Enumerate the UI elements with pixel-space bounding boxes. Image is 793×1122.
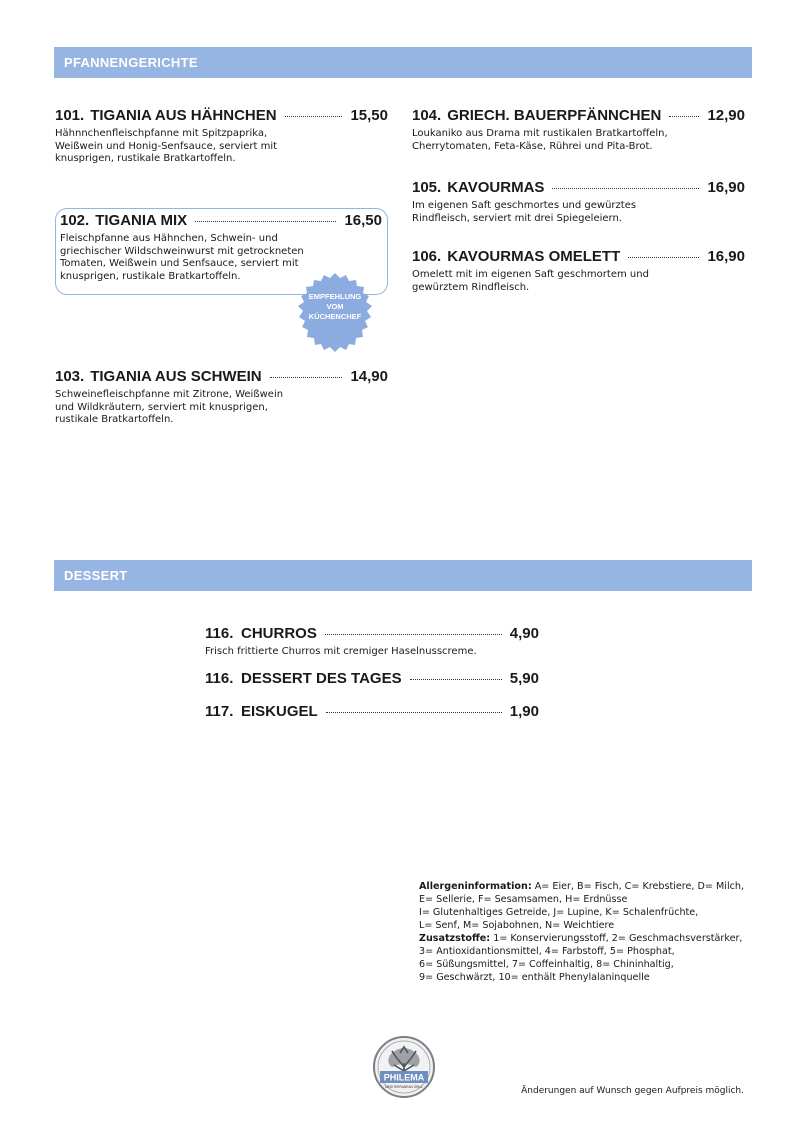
dot-leader bbox=[552, 188, 699, 189]
dot-leader bbox=[195, 221, 336, 222]
item-number: 116. bbox=[205, 625, 234, 642]
item-description: Loukaniko aus Drama mit rustikalen Bratkartoffeln, Cherrytomaten, Feta-Käse, Rührei und Pita-Brot. bbox=[412, 128, 668, 152]
additives-line-4: 9= Geschwärzt, 10= enthält Phenylalaninquelle bbox=[419, 972, 650, 983]
item-number: 116. bbox=[205, 670, 234, 687]
item-heading bbox=[55, 368, 388, 385]
item-description: Fleischpfanne aus Hähnchen, Schwein- und griechischer Wildschweinwurst mit getrockneten Tomaten, Weißwein und Senfsauce, serviert mit knusprigen, rustikale Bratkartoffeln. bbox=[60, 233, 304, 282]
menu-item-106 bbox=[412, 248, 745, 294]
dot-leader bbox=[285, 116, 343, 117]
item-description: Hähnnchenfleischpfanne mit Spitzpaprika, Weißwein und Honig-Senfsauce, serviert mit knusprigen, rustikale Bratkartoffeln. bbox=[55, 128, 278, 164]
item-name: DESSERT DES TAGES bbox=[241, 670, 402, 687]
additives-line-2: 3= Antioxidantionsmittel, 4= Farbstoff, 5= Phosphat, bbox=[419, 946, 675, 957]
item-price: 14,90 bbox=[350, 368, 388, 385]
philema-logo bbox=[372, 1035, 436, 1099]
dessert-item-churros bbox=[205, 625, 539, 659]
item-description: Schweinefleischpfanne mit Zitrone, Weißwein und Wildkräutern, serviert mit knusprigen, rustikale Bratkartoffeln. bbox=[55, 389, 284, 425]
dot-leader bbox=[325, 634, 502, 635]
menu-item-101 bbox=[55, 107, 388, 166]
item-heading bbox=[60, 212, 382, 229]
item-description: Omelett mit im eigenen Saft geschmortem und gewürztem Rindfleisch. bbox=[412, 269, 649, 293]
item-name: CHURROS bbox=[241, 625, 317, 642]
logo-tagline: MEDITERRANEAN GRILL bbox=[385, 1085, 423, 1089]
badge-text bbox=[294, 292, 376, 322]
item-heading bbox=[412, 107, 745, 124]
badge-line-1: EMPFEHLUNG bbox=[308, 292, 362, 301]
dot-leader bbox=[326, 712, 502, 713]
item-name: TIGANIA MIX bbox=[95, 212, 188, 229]
item-number: 103. bbox=[55, 368, 85, 385]
badge-line-2: VOM bbox=[326, 302, 344, 311]
footer-note: Änderungen auf Wunsch gegen Aufpreis möglich. bbox=[521, 1086, 744, 1096]
logo-name: PHILEMA bbox=[383, 1072, 425, 1083]
section-header-pfannengerichte: PFANNENGERICHTE bbox=[54, 47, 752, 78]
item-name: EISKUGEL bbox=[241, 703, 318, 720]
allergen-line-2: E= Sellerie, F= Sesamsamen, H= Erdnüsse bbox=[419, 894, 628, 905]
allergen-text-1: A= Eier, B= Fisch, C= Krebstiere, D= Milch, bbox=[534, 881, 745, 892]
badge-line-3: KÜCHENCHEF bbox=[308, 312, 362, 321]
item-description: Frisch frittierte Churros mit cremiger Haselnusscreme. bbox=[205, 646, 477, 657]
dot-leader bbox=[410, 679, 502, 680]
item-price: 16,50 bbox=[344, 212, 382, 229]
item-heading bbox=[205, 703, 539, 720]
item-number: 106. bbox=[412, 248, 442, 265]
item-name: TIGANIA AUS SCHWEIN bbox=[90, 368, 262, 385]
menu-item-105 bbox=[412, 179, 745, 225]
item-name: KAVOURMAS bbox=[447, 179, 545, 196]
item-heading bbox=[205, 670, 539, 687]
dessert-item-tages bbox=[205, 670, 539, 687]
item-price: 16,90 bbox=[707, 248, 745, 265]
item-price: 5,90 bbox=[509, 670, 539, 687]
item-price: 12,90 bbox=[707, 107, 745, 124]
additives-line-3: 6= Süßungsmittel, 7= Coffeinhaltig, 8= Chininhaltig, bbox=[419, 959, 674, 970]
item-price: 16,90 bbox=[707, 179, 745, 196]
item-price: 15,50 bbox=[350, 107, 388, 124]
item-heading bbox=[412, 248, 745, 265]
item-name: GRIECH. BAUERPFÄNNCHEN bbox=[447, 107, 662, 124]
item-number: 117. bbox=[205, 703, 234, 720]
allergen-line-1 bbox=[419, 880, 759, 893]
item-number: 101. bbox=[55, 107, 85, 124]
item-heading bbox=[412, 179, 745, 196]
item-description: Im eigenen Saft geschmortes und gewürztes Rindfleisch, serviert mit drei Spiegeleiern. bbox=[412, 200, 637, 224]
dot-leader bbox=[669, 116, 699, 117]
dot-leader bbox=[628, 257, 699, 258]
tree-logo-icon bbox=[372, 1035, 436, 1099]
dessert-item-eiskugel bbox=[205, 703, 539, 720]
menu-item-104 bbox=[412, 107, 745, 153]
item-heading bbox=[55, 107, 388, 124]
item-number: 102. bbox=[60, 212, 90, 229]
section-header-dessert: DESSERT bbox=[54, 560, 752, 591]
item-number: 104. bbox=[412, 107, 442, 124]
additives-line-1 bbox=[419, 932, 759, 945]
additives-title: Zusatzstoffe: bbox=[419, 933, 491, 944]
additives-text-1: 1= Konservierungsstoff, 2= Geschmachsverstärker, bbox=[493, 933, 743, 944]
allergen-title: Allergeninformation: bbox=[419, 881, 532, 892]
item-name: KAVOURMAS OMELETT bbox=[447, 248, 621, 265]
allergen-information bbox=[419, 880, 759, 984]
item-heading bbox=[205, 625, 539, 642]
allergen-line-4: L= Senf, M= Sojabohnen, N= Weichtiere bbox=[419, 920, 615, 931]
dot-leader bbox=[270, 377, 343, 378]
item-number: 105. bbox=[412, 179, 442, 196]
item-name: TIGANIA AUS HÄHNCHEN bbox=[90, 107, 277, 124]
menu-item-103 bbox=[55, 368, 388, 427]
item-price: 1,90 bbox=[509, 703, 539, 720]
item-price: 4,90 bbox=[509, 625, 539, 642]
allergen-line-3: I= Glutenhaltiges Getreide, J= Lupine, K= Schalenfrüchte, bbox=[419, 907, 699, 918]
chef-recommendation-badge bbox=[294, 272, 376, 354]
